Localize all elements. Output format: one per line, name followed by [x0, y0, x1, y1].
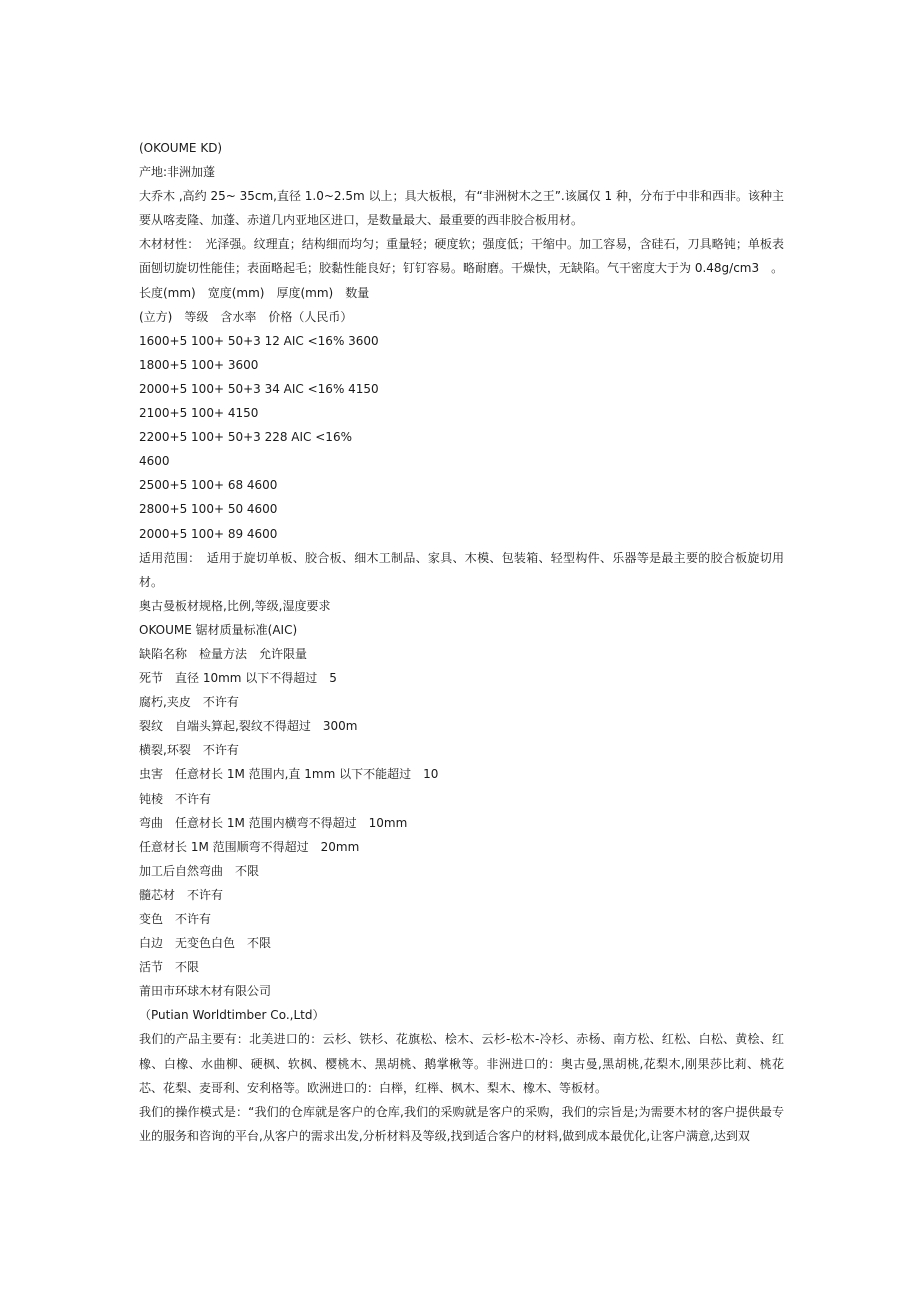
- spec-row: 2800+5 100+ 50 4600: [139, 502, 278, 517]
- defect-row: 活节 不限: [139, 960, 200, 975]
- description-paragraph: 大乔木 ,高约 25~ 35cm,直径 1.0~2.5m 以上；具大板根，有“非洲树木之王”.该属仅 1 种，分布于中非和西非。该种主要从喀麦隆、加蓬、赤道几内亚地区进口，是数量最大、最重要的西非胶合板用材。: [139, 189, 785, 228]
- defect-row: 弯曲 任意材长 1M 范围内横弯不得超过 10mm: [139, 815, 408, 830]
- defect-row: 虫害 任意材长 1M 范围内,直 1mm 以下不能超过 10: [139, 767, 439, 782]
- document-body: [139, 136, 784, 1148]
- defect-row: 任意材长 1M 范围顺弯不得超过 20mm: [139, 839, 360, 854]
- defect-row: 髓芯材 不许有: [139, 887, 224, 902]
- defect-row: 死节 直径 10mm 以下不得超过 5: [139, 671, 337, 686]
- spec-row: 4600: [139, 454, 170, 469]
- company-name-en: （Putian Worldtimber Co.,Ltd）: [139, 1008, 325, 1023]
- heading-okoume-kd: (OKOUME KD): [139, 141, 223, 155]
- products-paragraph: 我们的产品主要有：北美进口的：云杉、铁杉、花旗松、桧木、云杉-松木-冷杉、赤杨、南方松、红松、白松、黄桧、红橡、白橡、水曲柳、硬枫、软枫、樱桃木、黑胡桃、鹅掌楸等。非洲进口的：奥古曼,黑胡桃,花梨木,刚果莎比莉、桃花芯、花梨、麦哥利、安利格等。欧洲进口的：白榉，红榉、枫木、梨木、橡木、等板材。: [139, 1032, 784, 1095]
- company-name-cn: 莆田市环球木材有限公司: [139, 984, 272, 999]
- spec-header-line-2: (立方) 等级 含水率 价格（人民币）: [139, 309, 353, 324]
- spec-header-line-1: 长度(mm) 宽度(mm) 厚度(mm) 数量: [139, 285, 370, 300]
- spec-row: 2000+5 100+ 50+3 34 AIC <16% 4150: [139, 381, 379, 396]
- defect-row: 钝棱 不许有: [139, 791, 212, 806]
- usage-scope-paragraph: 适用范围： 适用于旋切单板、胶合板、细木工制品、家具、木模、包装箱、轻型构件、乐器等是最主要的胶合板旋切用材。: [139, 550, 784, 589]
- defect-table-header: 缺陷名称 检量方法 允许限量: [139, 646, 308, 661]
- spec-row: 1800+5 100+ 3600: [139, 357, 259, 372]
- defect-row: 裂纹 自端头算起,裂纹不得超过 300m: [139, 719, 358, 734]
- wood-properties-paragraph: 木材材性： 光泽强。纹理直；结构细而均匀；重量轻；硬度软；强度低；干缩中。加工容易，含硅石，刀具略钝；单板表面刨切旋切性能佳；表面略起毛；胶黏性能良好；钉钉容易。略耐磨。干燥快，无缺陷。气干密度大于为 0.48g/cm3 。: [139, 237, 784, 276]
- spec-row: 2200+5 100+ 50+3 228 AIC <16%: [139, 430, 352, 445]
- origin-line: 产地:非洲加蓬: [139, 165, 216, 180]
- defect-row: 横裂,环裂 不许有: [139, 743, 239, 758]
- defect-row: 白边 无变色白色 不限: [139, 936, 272, 951]
- spec-row: 2100+5 100+ 4150: [139, 406, 259, 421]
- spec-row: 2000+5 100+ 89 4600: [139, 526, 278, 541]
- spec-requirements-line: 奥古曼板材规格,比例,等级,湿度要求: [139, 598, 331, 613]
- quality-standard-title: OKOUME 锯材质量标准(AIC): [139, 622, 298, 637]
- spec-row: 2500+5 100+ 68 4600: [139, 478, 278, 493]
- defect-row: 变色 不许有: [139, 912, 212, 926]
- defect-row: 加工后自然弯曲 不限: [139, 863, 260, 878]
- spec-row: 1600+5 100+ 50+3 12 AIC <16% 3600: [139, 333, 379, 348]
- operation-mode-paragraph: 我们的操作模式是：“我们的仓库就是客户的仓库,我们的采购就是客户的采购，我们的宗旨是;为需要木材的客户提供最专业的服务和咨询的平台,从客户的需求出发,分析材料及等级,找到适合客户的材料,做到成本最优化,让客户满意,达到双: [139, 1104, 784, 1143]
- defect-row: 腐朽,夹皮 不许有: [139, 695, 239, 710]
